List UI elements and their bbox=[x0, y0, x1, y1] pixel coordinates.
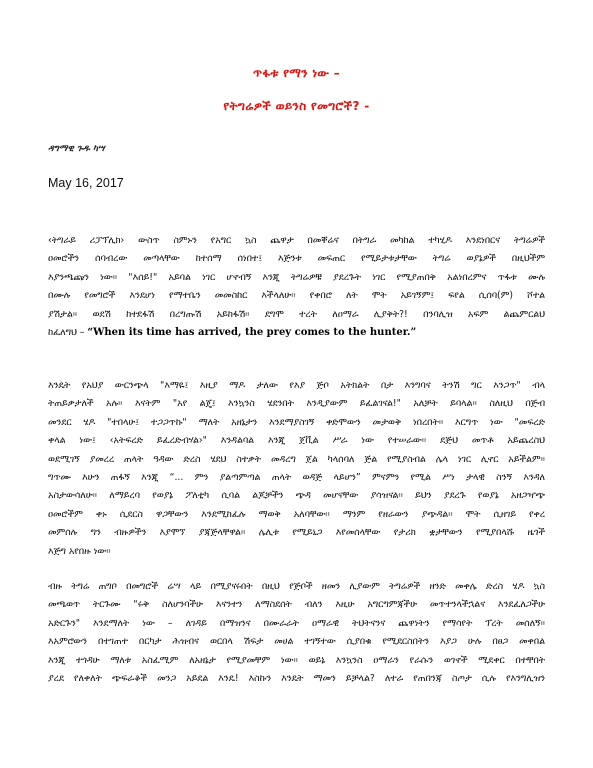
publication-date: May 16, 2017 bbox=[48, 176, 124, 190]
paragraph-2 bbox=[48, 377, 545, 561]
paragraph-line: ወደሚገኝ ያመረረ ጠላት ዓዳው ድረስ ሄደህ ስተቃት መዳረግ ጀል ካላሰባለ ጅል የሚያስብል ሌላ ነገር ሊኖር አይችልም፡፡ bbox=[48, 453, 545, 465]
paragraph-line: እንዴት የአህያ ውርንጭላ "እማዬ፤ እዚያ ማዶ ታለው የእያ ጅቦ አትክልት በታ እንግባና ትንሽ ግር እንጋጥ" ብላ bbox=[48, 380, 545, 391]
paragraph-line: አስታውሳለሁ፡፡ ለማይረባ የወያኔ ፖለቲካ ሲባል ልጆቻችን ጭዳ መሆናቸው ያሳዝናል፡፡ ይህን ያደረጉ የወያኔ አዘጋዣጭ bbox=[48, 490, 545, 502]
paragraph-line: ያረደ የለቀለት ጭፍራቆች መንጋ አይደል እንዴ! እስኩን እንዴት ማመን ይቻላል? ለተራ የጠበንጃ ስጦታ ሲሉ የእንግሊዝን bbox=[48, 672, 545, 684]
paragraph-line: እያንጫጩን ነው፡፡ "እሰይ!" አይባል ነገር ሆኖብኝ እንጂ ትግሬዎቹ ያደረጉት ነገር የሚያጠበቅ አልነበረምና ጥፋቱ ሙሉ bbox=[48, 271, 545, 283]
paragraph-line: ዐመሮችን ሰባብረው መጣላቸው ከተሰማ ሰነበተ፤ እጅንቱ መፍጠር የሚይታቱታቸው ትግሬ ወያኔዎች በዚህችም bbox=[48, 253, 545, 265]
author-byline: ዳግማዊ ጉዱ ካሣ bbox=[48, 144, 105, 154]
title-line-2: የትግሬዎች ወይንስ የመግሮች? - bbox=[223, 99, 370, 113]
paragraph-line: ቀላል ነው፤ ‹አትፍረድ ይፈረድብሃል›" እንዳልባል እንጂ ጀቪል ሥራ ነው የተሠራው፡፡ ደጅህ መጥቶ አይጨረስህ bbox=[48, 435, 545, 447]
paragraph-line: ያሽታል፡፡ ወደሽ ከተደፋሽ በረግጡሽ አይከፋሽ፡፡ ደግሞ ተረት ለዐማራ ሊያቅት?! በንባሊዝ አፍም ልጨምርልህ bbox=[48, 308, 545, 320]
quote-intro: ከፈለግህ – bbox=[48, 326, 85, 338]
paragraph-line: መንደር ሄዶ "ተበላሁ፤ ተጋጋጥኩ" ማለት አዘኔታን እንደማያስገኝ ቀድሞውን መታወቅ ነበረበት፡፡ እርግጥ ነው "መፍረድ bbox=[48, 416, 545, 428]
title-line-1: ጥፋቱ የማን ነው – bbox=[253, 66, 340, 80]
paragraph-line: ትጠይቃታለች አሉ፡፡ እናትም "አየ ልጄ፤ እንኳንስ ሄደንበት እንዲያውም ይፈልገናል!" አለቻት ይባላል፡፡ ስለዚህ በጅብ bbox=[48, 398, 545, 410]
paragraph-line: ብዙ ትግሬ ጠግቦ በመግሮች ሬሣ ላይ በሚያናሩበት በዚህ የጅቦች ዘመን ሊያውም ትግሬዎች ዘንድ መቀሌ ድረስ ሄዶ ኳስ bbox=[48, 581, 545, 592]
paragraph-line: እንጂ ተጎዳሁ ማለቱ አስፈሚም ለአዘኔታ የሚያመቸም ነው፡፡ ወይኔ እንኳንስ ዐማራን የራሱን ወገኖች ሚደቀር በተቸበት bbox=[48, 654, 545, 666]
paragraph-line: መጫወጥ ትርጉሙ "ሩቅ ስለሆንባችሁ እናንተን ለማስደሰት ብለን እዚሁ አግርግምጃችሁ መጥተንላችኋልና እንደፈለጋችሁ bbox=[48, 599, 545, 611]
paragraph-line: መምሰሉ ግን ብዙዎችን እያሞኘ ያጃጅላቸዋል፡፡ ሌሊቱ የሚይኒጋ እየመሰላቸው የታሪክ ቋታቸውን የሚያበላሹ ዜጎች bbox=[48, 527, 545, 539]
paragraph-line: አድርጉን" እንደማለት ነው – ለገዳይ በማዝንና በሙራራት ዐማራዊ ትህትናንና ጨዋነትን የማሳየት ፕረት መሰለኝ፡፡ bbox=[48, 617, 545, 629]
english-proverb-quote: “When its time has arrived, the prey comes to the hunter.” bbox=[87, 326, 417, 338]
paragraph-line-with-quote bbox=[48, 324, 545, 342]
paragraph-1 bbox=[48, 232, 545, 342]
paragraph-line: እጅግ አየበዙ ነው፡፡ bbox=[48, 545, 111, 557]
paragraph-line: ግጥሙ እሁን ጠፋኝ እንጂ “... ምን ያልጣምጣል ጠላት ወዳጅ ላይሆን” ምናምን የሚል ሥነ ታላዊ ስንኝ እንዳለ bbox=[48, 471, 545, 483]
paragraph-line: ዐመሮችም ቀኑ ሲደርስ ዋጋቸውን እንደሚከፈሉ ማወቅ አለባቸው፡፡ ማንም የዘራውን ያጭዳል፡፡ ሞት ሲዘገይ የቀረ bbox=[48, 508, 545, 520]
paragraph-line: እአምሮውን በተገጠተ በርካታ ሕዝብና ወርበላ ሽፍታ መሀል ተገኝተው ሲያበቁ የሚደርስበትን እያጋ ሁሉ በፀጋ መቀበል bbox=[48, 636, 545, 648]
paragraph-3 bbox=[48, 578, 545, 688]
paragraph-line: በሙሉ የመግሮች እንደሆነ የማተቤን መመስከር እችላለሁ፡፡ የቀበሮ ለት ሞት አይገኝም፤ ፍየል ሲሰባ(ም) ሾተል bbox=[48, 290, 545, 302]
paragraph-line: ‹ትግራይ ሪፓፕሊክ› ውስጥ ስምኑን የአግር ኳስ ጨዋታ በመቐሬና በትግራ መካከል ተካሂዶ እንደነበርና ትግሬዎች bbox=[48, 235, 545, 246]
